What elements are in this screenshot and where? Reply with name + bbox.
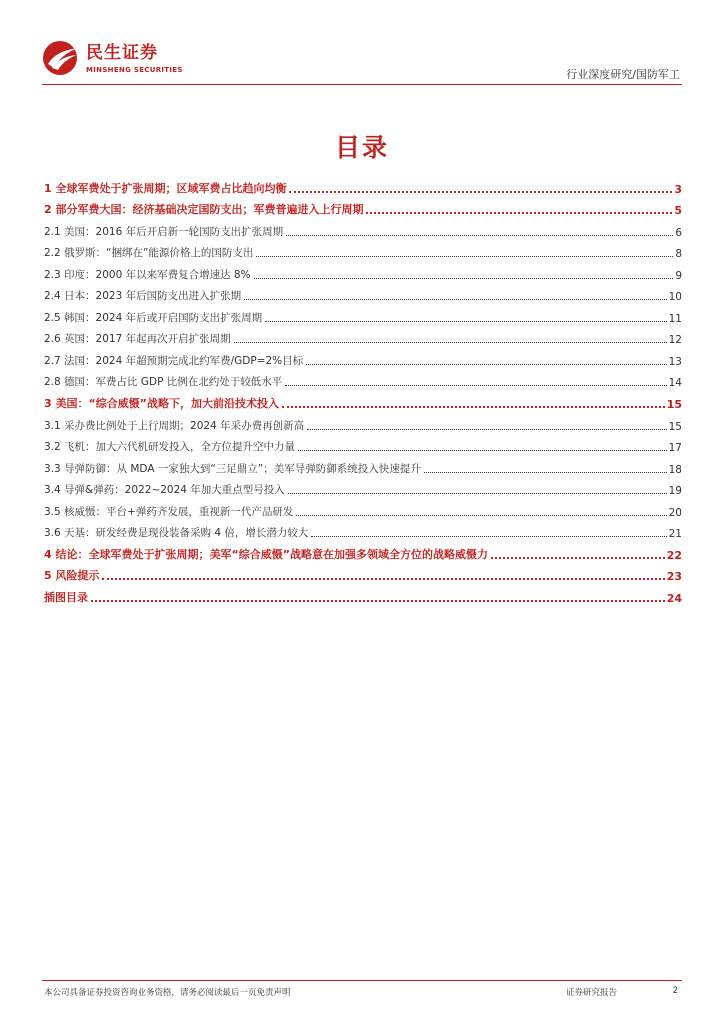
toc-leader-dots [244,299,667,300]
toc-entry-page: 24 [666,591,682,605]
toc-leader-dots [424,472,667,473]
toc-entry-label: 2.6 英国：2017 年起再次开启扩张周期 [44,333,231,346]
toc-leader-dots [254,278,674,279]
toc-entry-label: 3.6 天基：研发经费是现役装备采购 4 倍，增长潜力较大 [44,527,309,540]
toc-entry[interactable] [44,540,682,562]
toc-entry[interactable] [44,303,682,325]
toc-leader-dots [234,342,667,343]
toc-entry[interactable] [44,174,682,196]
toc-entry[interactable] [44,368,682,390]
toc-title: 目录 [334,133,389,162]
toc-entry-page: 18 [668,463,682,476]
toc-entry[interactable] [44,217,682,239]
toc-entry[interactable] [44,260,682,282]
toc-entry-label: 3.4 导弹&弹药：2022~2024 年加大重点型号投入 [44,484,285,497]
toc-leader-dots [491,557,665,559]
toc-entry-label: 3.3 导弹防御：从 MDA 一家独大到“三足鼎立”；美军导弹防御系统投入快速提升 [44,462,421,475]
toc-entry[interactable] [44,519,682,541]
toc-entry[interactable] [44,433,682,455]
toc-entry-label: 2.8 德国：军费占比 GDP 比例在北约处于较低水平 [44,376,283,389]
toc-entry-page: 19 [668,485,682,498]
toc-entry-page: 14 [668,377,682,390]
page-header [0,0,724,86]
toc-entry[interactable] [44,196,682,218]
toc-leader-dots [285,385,666,386]
toc-leader-dots [91,600,665,602]
toc-entry-page: 13 [668,355,682,368]
toc-entry-page: 11 [668,312,682,325]
toc-entry[interactable] [44,282,682,304]
toc-entry-label: 2.4 日本：2023 年后国防支出进入扩张期 [44,290,242,303]
toc-entry-label: 2.2 俄罗斯：“捆绑在”能源价格上的国防支出 [44,247,254,260]
toc-entry-label: 3 美国：“综合威慑”战略下，加大前沿技术投入 [44,397,279,411]
toc-entry-label: 2.7 法国：2024 年超预期完成北约军费/GDP=2%目标 [44,354,304,367]
toc-entry-label: 插图目录 [44,590,88,604]
footer-report-type: 证券研究报告 [566,988,618,998]
toc-entry-page: 17 [668,442,682,455]
toc-entry-page: 12 [668,334,682,347]
footer-page-number: 2 [672,986,678,996]
toc-entry-label: 5 风险提示 [44,569,100,583]
toc-entry-page: 6 [675,226,682,239]
toc-entry-page: 21 [668,528,682,541]
toc-entry-page: 23 [666,570,682,584]
toc-leader-dots [102,578,664,580]
footer-divider [42,980,682,981]
toc-leader-dots [282,406,665,408]
toc-entry[interactable] [44,583,682,605]
toc-entry-page: 8 [675,248,682,261]
toc-entry-page: 3 [674,182,682,196]
toc-leader-dots [311,536,666,537]
toc-entry-page: 20 [668,506,682,519]
toc-entry-label: 1 全球军费处于扩张周期；区域军费占比趋向均衡 [44,181,287,195]
toc-leader-dots [298,450,667,451]
toc-entry[interactable] [44,411,682,433]
toc-entry[interactable] [44,497,682,519]
toc-entry-page: 15 [668,420,682,433]
toc-entry[interactable] [44,389,682,411]
toc-entry[interactable] [44,476,682,498]
brand-name: 民生证券 [86,43,158,63]
table-of-contents [44,174,682,605]
toc-entry-label: 3.5 核威慑：平台+弹药齐发展，重视新一代产品研发 [44,505,294,518]
toc-leader-dots [306,364,666,365]
minsheng-logo-icon [42,40,82,76]
toc-entry[interactable] [44,346,682,368]
footer-disclaimer: 本公司具备证券投资咨询业务资格，请务必阅读最后一页免责声明 [44,988,291,998]
toc-entry[interactable] [44,454,682,476]
toc-entry-page: 9 [675,269,682,282]
toc-entry[interactable] [44,239,682,261]
toc-leader-dots [256,256,673,257]
toc-entry-label: 3.2 飞机：加大六代机研发投入，全方位提升空中力量 [44,441,296,454]
toc-leader-dots [289,191,672,193]
toc-entry-label: 2.5 韩国：2024 年后或开启国防支出扩张周期 [44,311,263,324]
header-divider [42,84,682,85]
toc-entry-page: 5 [674,204,682,218]
toc-entry-label: 2 部分军费大国：经济基础决定国防支出；军费普遍进入上行周期 [44,203,364,217]
toc-leader-dots [366,212,672,214]
toc-entry-label: 2.3 印度：2000 年以来军费复合增速达 8% [44,268,251,281]
toc-entry-label: 3.1 采办费比例处于上行周期；2024 年采办费再创新高 [44,419,305,432]
toc-entry-label: 2.1 美国：2016 年后开启新一轮国防支出扩张周期 [44,225,284,238]
toc-leader-dots [307,429,667,430]
toc-entry-page: 15 [666,398,682,412]
toc-entry-label: 4 结论：全球军费处于扩张周期；美军“综合威慑”战略意在加强多领域全方位的战略威慑力 [44,547,488,561]
toc-leader-dots [286,235,673,236]
toc-entry-page: 10 [668,291,682,304]
report-category: 行业深度研究/国防军工 [566,68,680,81]
toc-leader-dots [265,321,667,322]
brand-name-english: MINSHENG SECURITIES [86,66,183,74]
toc-entry-page: 22 [666,548,682,562]
toc-entry[interactable] [44,325,682,347]
toc-leader-dots [296,515,666,516]
toc-leader-dots [288,493,667,494]
toc-entry[interactable] [44,562,682,584]
